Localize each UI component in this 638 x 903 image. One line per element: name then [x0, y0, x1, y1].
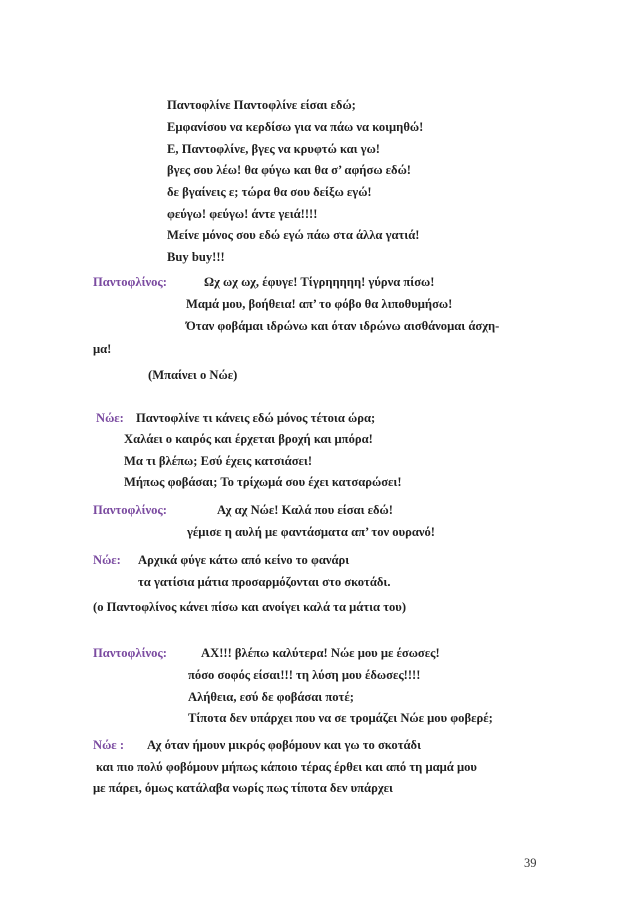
text-line: Ε, Παντοφλίνε, βγες να κρυφτώ και γω!	[167, 142, 380, 156]
text-line: Αρχικά φύγε κάτω από κείνο το φανάρι	[138, 553, 350, 567]
text-line: φεύγω! φεύγω! άντε γειά!!!!	[167, 207, 318, 221]
text-line: Buy buy!!!	[167, 250, 225, 264]
speaker-label: Νώε:	[93, 553, 121, 567]
text-line: Τίποτα δεν υπάρχει που να σε τρομάζει Νώε μου φοβερέ;	[188, 711, 493, 725]
text-line: δε βγαίνεις ε; τώρα θα σου δείξω εγώ!	[167, 185, 372, 199]
text-line: τα γατίσια μάτια προσαρμόζονται στο σκοτάδι.	[138, 575, 391, 589]
text-line: Παντοφλίνε Παντοφλίνε είσαι εδώ;	[167, 98, 356, 112]
text-line: Ωχ ωχ ωχ, έφυγε! Τίγρηηηηη! γύρνα πίσω!	[204, 275, 435, 289]
text-line: Μα τι βλέπω; Εσύ έχεις κατσιάσει!	[124, 454, 313, 468]
text-line: Μείνε μόνος σου εδώ εγώ πάω στα άλλα γατιά!	[167, 228, 420, 242]
text-line: Αχ όταν ήμουν μικρός φοβόμουν και γω το σκοτάδι	[147, 738, 421, 752]
text-line: Εμφανίσου να κερδίσω για να πάω να κοιμηθώ!	[167, 120, 424, 134]
text-line: Όταν φοβάμαι ιδρώνω και όταν ιδρώνω αισθάνομαι άσχη-	[186, 319, 500, 333]
page-number: 39	[524, 856, 537, 870]
speaker-label: Νώε :	[93, 738, 125, 752]
text-line: ΑΧ!!! βλέπω καλύτερα! Νώε μου με έσωσες!	[201, 646, 440, 660]
text-line: Αλήθεια, εσύ δε φοβάσαι ποτέ;	[188, 690, 354, 704]
speaker-label: Παντοφλίνος:	[93, 646, 167, 660]
speaker-label: Παντοφλίνος:	[93, 275, 167, 289]
text-line: με πάρει, όμως κατάλαβα νωρίς πως τίποτα δεν υπάρχει	[93, 781, 393, 795]
text-line: Παντοφλίνε τι κάνεις εδώ μόνος τέτοια ώρα;	[136, 411, 376, 425]
text-line: Αχ αχ Νώε! Καλά που είσαι εδώ!	[217, 503, 393, 517]
text-line: Χαλάει ο καιρός και έρχεται βροχή και μπόρα!	[124, 432, 373, 446]
text-line: Μαμά μου, βοήθεια! απ’ το φόβο θα λιποθυμήσω!	[186, 297, 453, 311]
stage-direction: (ο Παντοφλίνος κάνει πίσω και ανοίγει καλά τα μάτια του)	[93, 600, 407, 614]
speaker-label: Παντοφλίνος:	[93, 503, 167, 517]
speaker-label: Νώε:	[96, 411, 124, 425]
text-line: πόσο σοφός είσαι!!! τη λύση μου έδωσες!!!!	[188, 668, 421, 682]
text-line: Μήπως φοβάσαι; Το τρίχωμά σου έχει κατσαρώσει!	[124, 475, 402, 489]
text-line: μα!	[93, 342, 112, 356]
stage-direction: (Μπαίνει ο Νώε)	[148, 368, 238, 382]
text-line: γέμισε η αυλή με φαντάσματα απ’ τον ουρανό!	[187, 525, 435, 539]
text-line: βγες σου λέω! θα φύγω και θα σ’ αφήσω εδώ!	[167, 163, 411, 177]
text-line: και πιο πολύ φοβόμουν μήπως κάποιο τέρας έρθει και από τη μαμά μου	[96, 760, 477, 774]
